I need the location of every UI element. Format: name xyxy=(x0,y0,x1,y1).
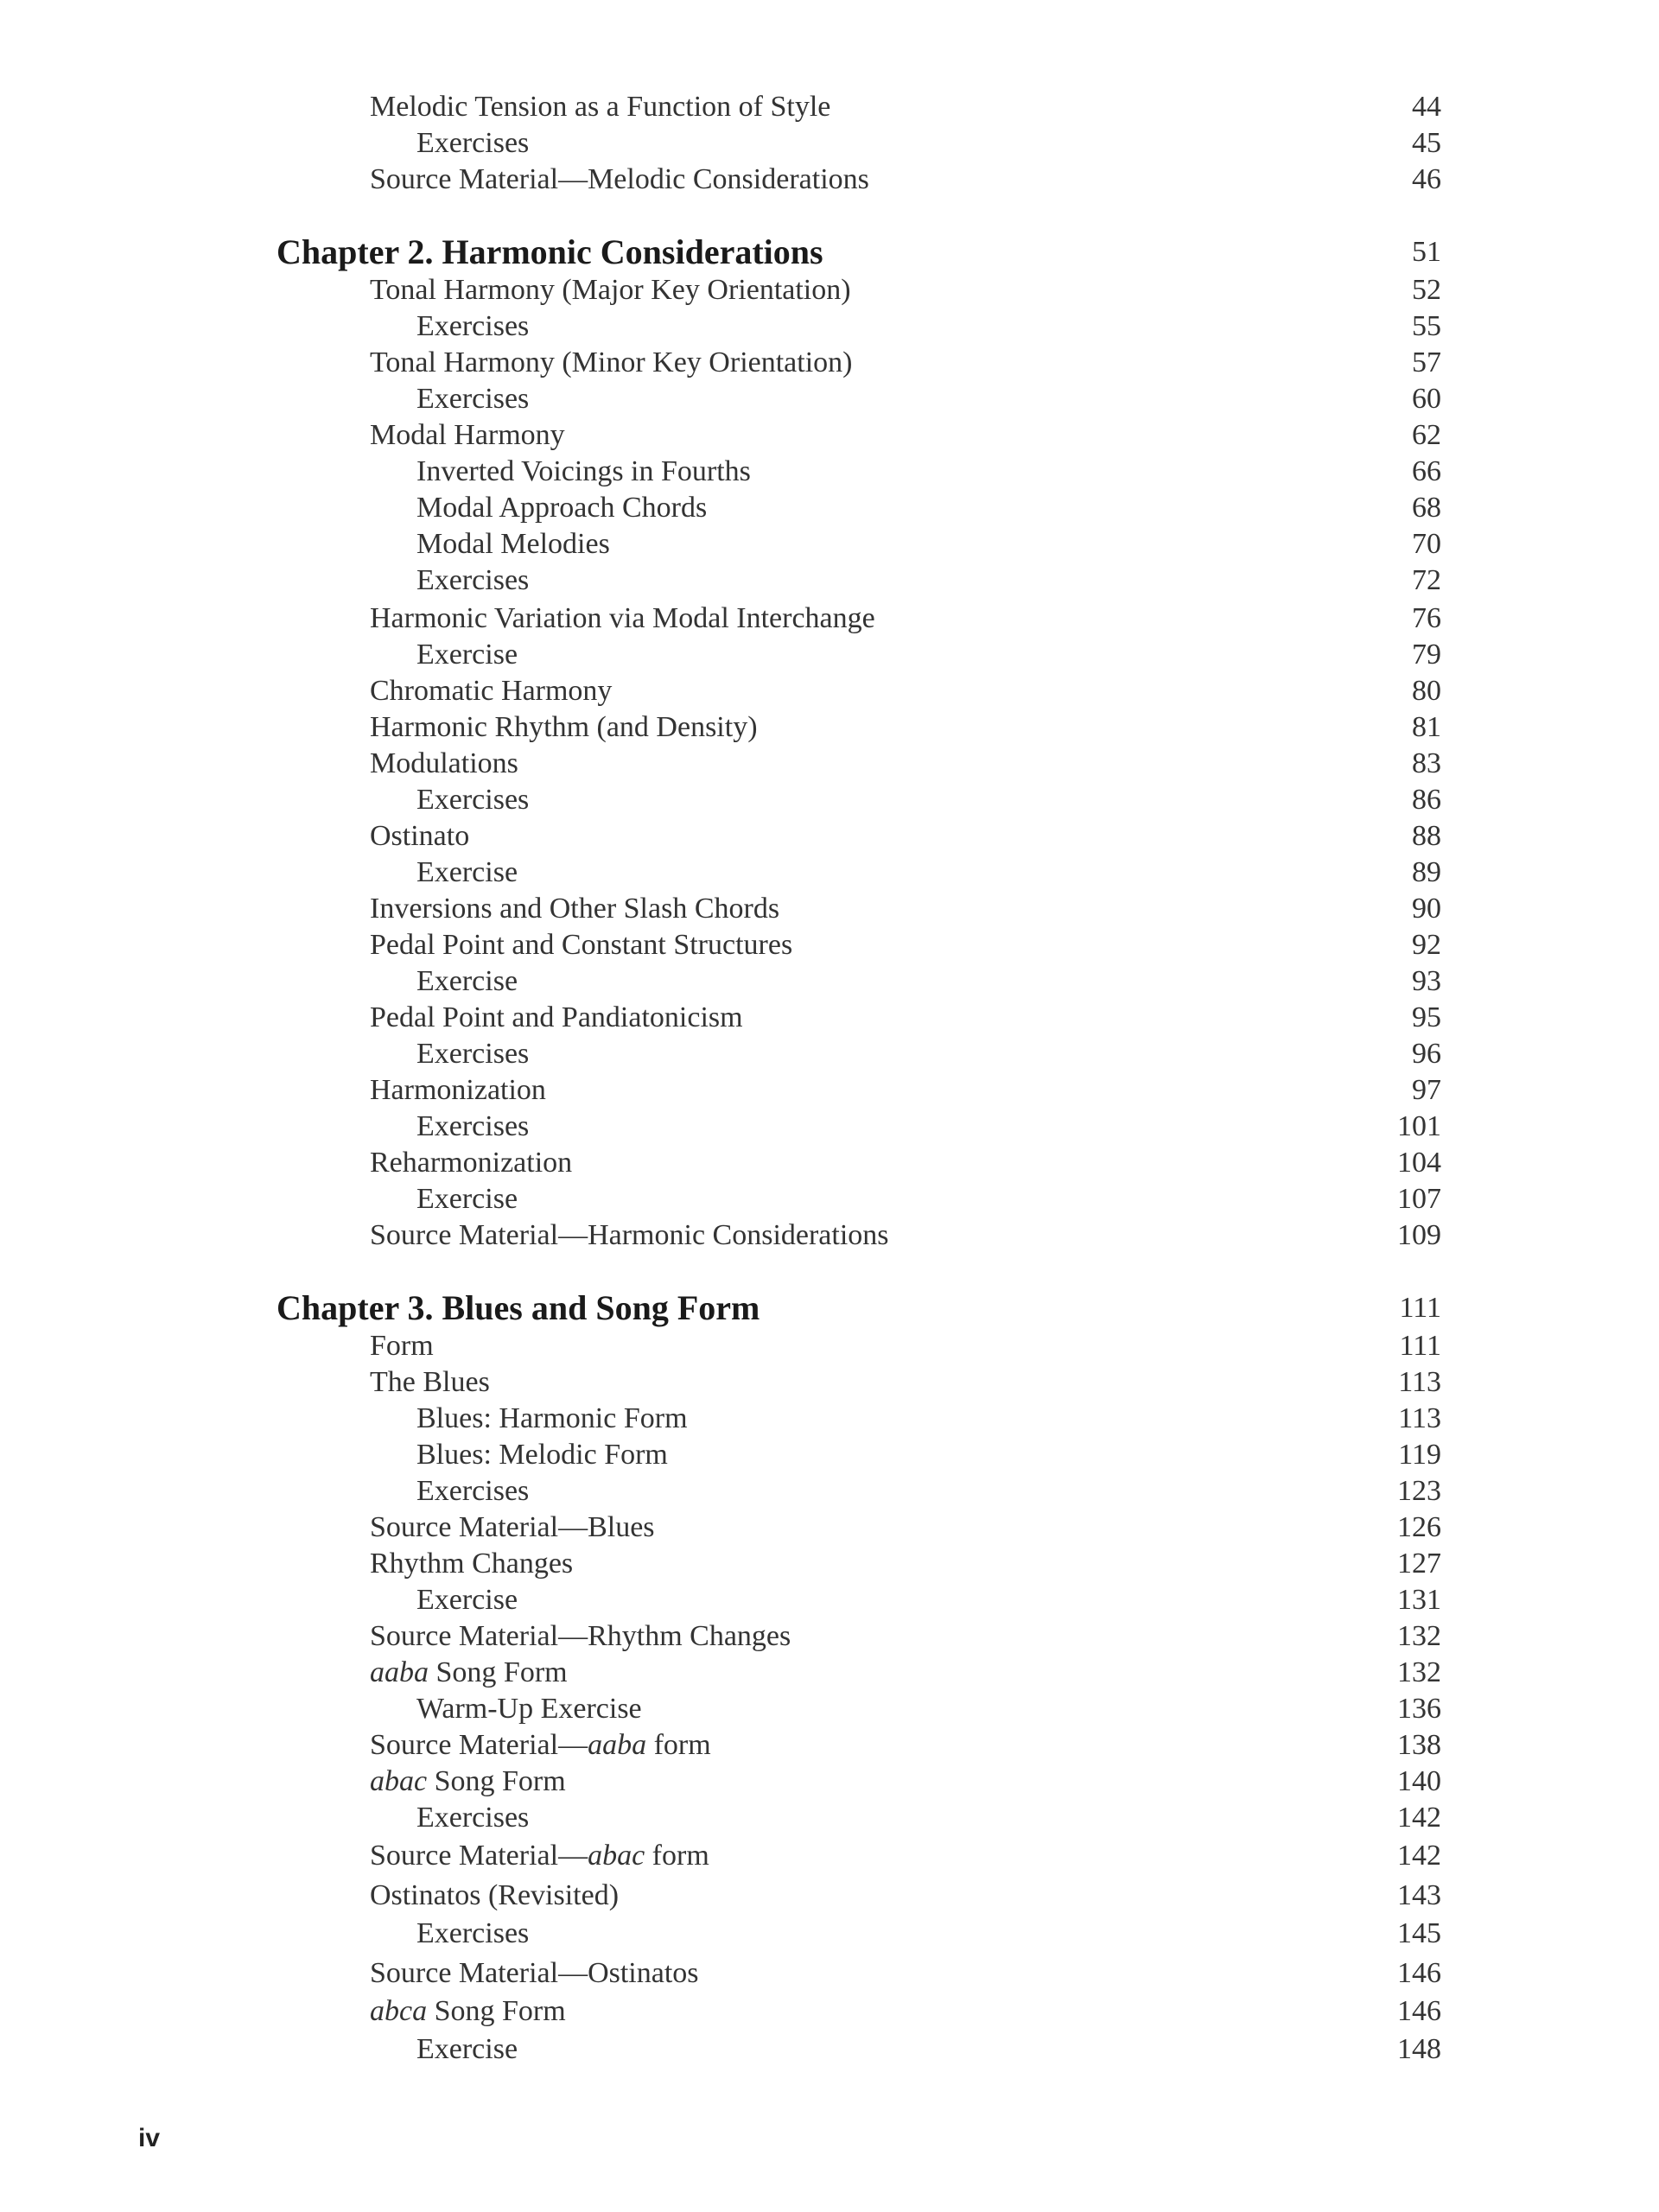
toc-entry xyxy=(0,2031,1659,2069)
entry-page-number: 90 xyxy=(1412,893,1441,925)
entry-title: Exercise xyxy=(416,856,518,888)
entry-title: Warm-Up Exercise xyxy=(416,1693,642,1725)
toc-entry xyxy=(0,854,1659,892)
entry-title: Chromatic Harmony xyxy=(370,675,613,707)
entry-title: Tonal Harmony (Minor Key Orientation) xyxy=(370,346,853,378)
entry-title: Exercises xyxy=(416,564,530,596)
entry-title: Exercises xyxy=(416,1475,530,1507)
entry-page-number: 145 xyxy=(1397,1917,1441,1949)
entry-page-number: 140 xyxy=(1397,1765,1441,1797)
toc-entry xyxy=(0,1581,1659,1619)
toc-entry xyxy=(0,1180,1659,1218)
entry-title: Exercise xyxy=(416,1183,518,1215)
entry-title: Melodic Tension as a Function of Style xyxy=(370,91,831,123)
toc-entry xyxy=(0,88,1659,126)
toc-entry xyxy=(0,1217,1659,1255)
toc-entry xyxy=(0,1436,1659,1474)
toc-entry xyxy=(0,1726,1659,1764)
entry-title: Source Material—Melodic Considerations xyxy=(370,163,869,195)
toc-entry xyxy=(0,709,1659,747)
toc-entry xyxy=(0,1071,1659,1109)
toc-entry xyxy=(0,890,1659,928)
entry-page-number: 109 xyxy=(1397,1219,1441,1251)
entry-page-number: 146 xyxy=(1397,1995,1441,2027)
toc-entry xyxy=(0,1509,1659,1547)
toc-entry xyxy=(0,1472,1659,1510)
toc-entry xyxy=(0,1144,1659,1182)
entry-page-number: 51 xyxy=(1412,236,1441,268)
entry-title: Source Material—Rhythm Changes xyxy=(370,1620,791,1652)
entry-title: Modal Approach Chords xyxy=(416,492,708,524)
entry-page-number: 119 xyxy=(1398,1439,1441,1471)
entry-page-number: 70 xyxy=(1412,528,1441,560)
entry-page-number: 79 xyxy=(1412,639,1441,671)
entry-page-number: 142 xyxy=(1397,1802,1441,1834)
toc-entry xyxy=(0,963,1659,1001)
toc-entry xyxy=(0,1915,1659,1953)
entry-page-number: 81 xyxy=(1412,711,1441,743)
entry-title: Source Material—Harmonic Considerations xyxy=(370,1219,889,1251)
entry-title: Form xyxy=(370,1330,434,1362)
entry-page-number: 113 xyxy=(1398,1366,1441,1398)
entry-title: Exercises xyxy=(416,1802,530,1834)
entry-title: Ostinatos (Revisited) xyxy=(370,1879,620,1911)
entry-title: abac Song Form xyxy=(370,1765,566,1797)
toc-entry xyxy=(0,308,1659,346)
chapter-title: Chapter 2. Harmonic Considerations xyxy=(276,232,823,271)
entry-page-number: 126 xyxy=(1397,1511,1441,1543)
entry-page-number: 101 xyxy=(1397,1110,1441,1142)
entry-title: Source Material—Ostinatos xyxy=(370,1957,699,1989)
toc-entry xyxy=(0,745,1659,783)
toc-entry xyxy=(0,926,1659,964)
toc-entry xyxy=(0,636,1659,674)
chapter-title: Chapter 3. Blues and Song Form xyxy=(276,1288,760,1327)
entry-title: Source Material—aaba form xyxy=(370,1729,711,1761)
entry-page-number: 46 xyxy=(1412,163,1441,195)
entry-title: abca Song Form xyxy=(370,1995,566,2027)
entry-page-number: 132 xyxy=(1397,1656,1441,1688)
entry-title: Harmonization xyxy=(370,1074,546,1106)
entry-page-number: 107 xyxy=(1397,1183,1441,1215)
entry-title: Blues: Harmonic Form xyxy=(416,1402,688,1434)
entry-page-number: 52 xyxy=(1412,274,1441,306)
toc-entry xyxy=(0,124,1659,162)
toc-entry xyxy=(0,781,1659,819)
toc-entry xyxy=(0,1035,1659,1073)
entry-page-number: 93 xyxy=(1412,965,1441,997)
entry-title: Exercises xyxy=(416,784,530,816)
toc-entry xyxy=(0,1799,1659,1837)
toc-chapter-heading xyxy=(0,233,1659,271)
toc-entry xyxy=(0,672,1659,710)
entry-page-number: 89 xyxy=(1412,856,1441,888)
toc-entry xyxy=(0,1993,1659,2031)
entry-page-number: 88 xyxy=(1412,820,1441,852)
toc-entry xyxy=(0,1955,1659,1993)
entry-page-number: 80 xyxy=(1412,675,1441,707)
entry-page-number: 132 xyxy=(1397,1620,1441,1652)
entry-page-number: 143 xyxy=(1397,1879,1441,1911)
entry-title: Harmonic Rhythm (and Density) xyxy=(370,711,758,743)
entry-title: The Blues xyxy=(370,1366,490,1398)
entry-title: Exercises xyxy=(416,1110,530,1142)
entry-page-number: 92 xyxy=(1412,929,1441,961)
entry-title: Inversions and Other Slash Chords xyxy=(370,893,780,925)
toc-entry xyxy=(0,525,1659,563)
toc-entry xyxy=(0,1400,1659,1438)
entry-title: Exercise xyxy=(416,1584,518,1616)
entry-page-number: 142 xyxy=(1397,1840,1441,1872)
entry-page-number: 148 xyxy=(1397,2033,1441,2065)
toc-entry xyxy=(0,416,1659,454)
entry-page-number: 55 xyxy=(1412,310,1441,342)
entry-title: Modulations xyxy=(370,747,518,779)
entry-page-number: 136 xyxy=(1397,1693,1441,1725)
entry-page-number: 96 xyxy=(1412,1038,1441,1070)
entry-page-number: 113 xyxy=(1398,1402,1441,1434)
page-number: iv xyxy=(138,2124,161,2152)
toc-entry xyxy=(0,1837,1659,1875)
entry-page-number: 62 xyxy=(1412,419,1441,451)
entry-page-number: 138 xyxy=(1397,1729,1441,1761)
entry-title: Tonal Harmony (Major Key Orientation) xyxy=(370,274,851,306)
toc-entry xyxy=(0,489,1659,527)
entry-page-number: 86 xyxy=(1412,784,1441,816)
entry-page-number: 131 xyxy=(1397,1584,1441,1616)
toc-entry xyxy=(0,453,1659,491)
entry-page-number: 104 xyxy=(1397,1147,1441,1179)
entry-title: Exercises xyxy=(416,1038,530,1070)
entry-page-number: 97 xyxy=(1412,1074,1441,1106)
toc-entry xyxy=(0,271,1659,309)
toc-entry xyxy=(0,344,1659,382)
entry-title: Exercise xyxy=(416,965,518,997)
toc-entry xyxy=(0,1690,1659,1728)
entry-title: Pedal Point and Pandiatonicism xyxy=(370,1001,743,1033)
entry-page-number: 83 xyxy=(1412,747,1441,779)
entry-page-number: 146 xyxy=(1397,1957,1441,1989)
toc-entry xyxy=(0,1108,1659,1146)
entry-title: aaba Song Form xyxy=(370,1656,568,1688)
toc-entry xyxy=(0,1327,1659,1365)
entry-title: Inverted Voicings in Fourths xyxy=(416,455,751,487)
entry-title: Ostinato xyxy=(370,820,470,852)
toc-entry xyxy=(0,1545,1659,1583)
entry-title: Exercise xyxy=(416,639,518,671)
toc-entry xyxy=(0,1618,1659,1656)
entry-page-number: 111 xyxy=(1399,1292,1441,1324)
toc-chapter-heading xyxy=(0,1289,1659,1327)
toc-entry xyxy=(0,1363,1659,1402)
toc-entry xyxy=(0,562,1659,600)
entry-title: Exercises xyxy=(416,310,530,342)
toc-entry xyxy=(0,1763,1659,1801)
toc-entry xyxy=(0,1877,1659,1915)
entry-page-number: 57 xyxy=(1412,346,1441,378)
entry-title: Exercises xyxy=(416,383,530,415)
entry-title: Pedal Point and Constant Structures xyxy=(370,929,793,961)
entry-page-number: 123 xyxy=(1397,1475,1441,1507)
entry-page-number: 44 xyxy=(1412,91,1441,123)
entry-page-number: 72 xyxy=(1412,564,1441,596)
toc-entry xyxy=(0,817,1659,855)
entry-title: Modal Melodies xyxy=(416,528,610,560)
toc-entry xyxy=(0,600,1659,638)
entry-page-number: 68 xyxy=(1412,492,1441,524)
entry-title: Reharmonization xyxy=(370,1147,573,1179)
entry-title: Exercise xyxy=(416,2033,518,2065)
entry-page-number: 95 xyxy=(1412,1001,1441,1033)
toc-entry xyxy=(0,380,1659,418)
entry-page-number: 45 xyxy=(1412,127,1441,159)
entry-page-number: 76 xyxy=(1412,602,1441,634)
toc-entry xyxy=(0,161,1659,199)
entry-title: Blues: Melodic Form xyxy=(416,1439,668,1471)
toc-entry xyxy=(0,999,1659,1037)
entry-title: Harmonic Variation via Modal Interchange xyxy=(370,602,875,634)
entry-title: Source Material—Blues xyxy=(370,1511,655,1543)
entry-page-number: 127 xyxy=(1397,1548,1441,1580)
entry-page-number: 60 xyxy=(1412,383,1441,415)
toc-entry xyxy=(0,1654,1659,1692)
entry-title: Source Material—abac form xyxy=(370,1840,709,1872)
entry-title: Modal Harmony xyxy=(370,419,565,451)
entry-title: Exercises xyxy=(416,1917,530,1949)
entry-page-number: 66 xyxy=(1412,455,1441,487)
entry-title: Exercises xyxy=(416,127,530,159)
entry-page-number: 111 xyxy=(1399,1330,1441,1362)
entry-title: Rhythm Changes xyxy=(370,1548,574,1580)
